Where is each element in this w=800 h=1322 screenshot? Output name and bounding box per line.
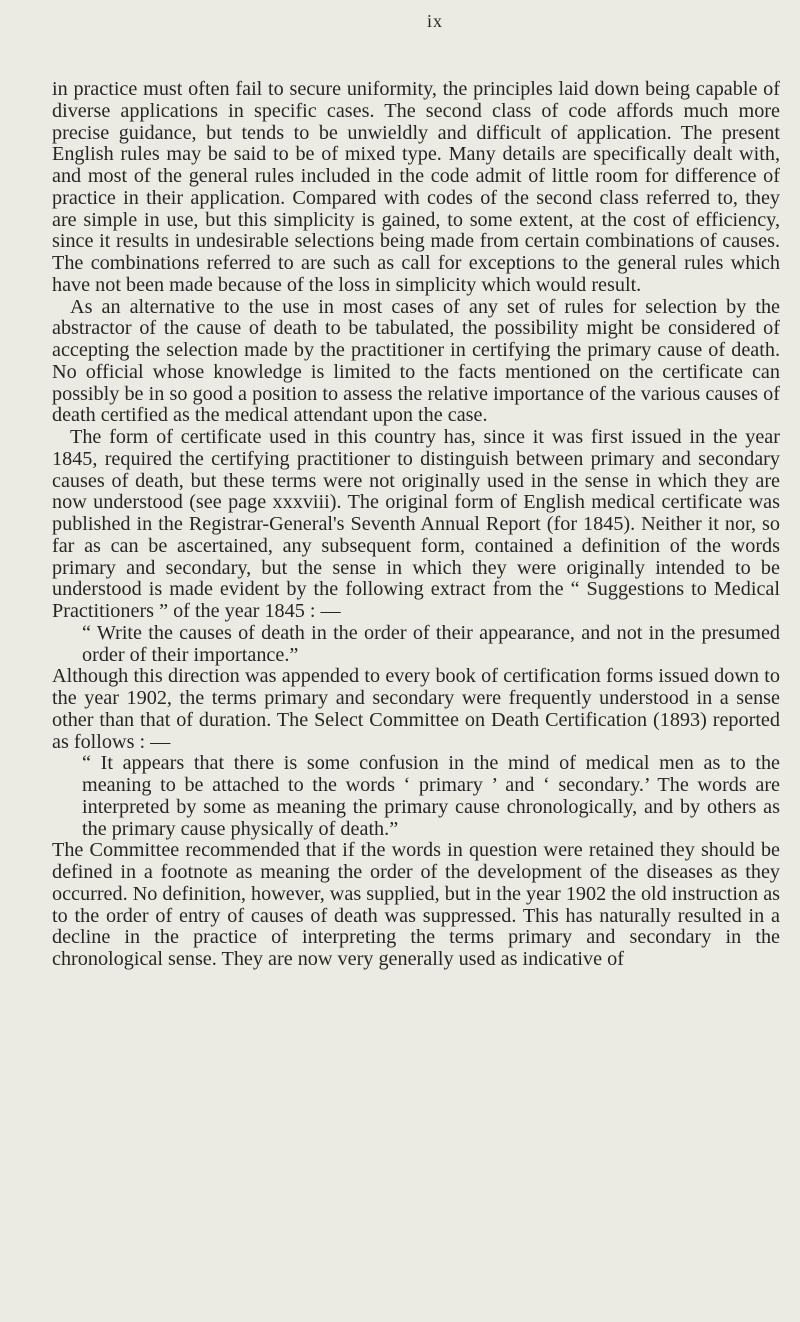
paragraph-committee-recommendation: The Committee recommended that if the words in question were retained they should be defined in a footnote as meaning the order of the development of the diseases as they occurred. No definition, however, was supplied, but in the year 1902 the old instruction as to the order of entry of causes of death was suppressed. This has naturally resulted in a decline in the practice of interpreting the terms primary and secondary in the chronological sense. They are now very generally used as indicative of [52,839,781,970]
quote-select-committee: “ It appears that there is some confusion in the mind of medical men as to the meaning to be attached to the words ‘ primary ’ and ‘ secondary.’ The words are interpreted by some as meaning the primary cause chronologically, and by others as the primary cause physically of death.” [82,752,780,840]
quote-suggestions-1845: “ Write the causes of death in the order of their appearance, and not in the presumed order of their importance.” [82,621,780,666]
paragraph-alternative-selection: As an alternative to the use in most cases of any set of rules for selection by the abstractor of the cause of death to be tabulated, the possibility might be considered of accepting the selection made by the practitioner in certifying the primary cause of death. No official whose knowledge is limited to the facts mentioned on the certificate can possibly be in so good a position to assess the relative importance of the various causes of death certified as the medical attendant upon the case. [52,295,780,427]
paragraph-direction-1902: Although this direction was appended to every book of certification forms issued down to the year 1902, the terms primary and secondary were frequently understood in a sense other than that of duration. The Select Committee on Death Certification (1893) reported as follows : — [52,665,780,753]
page-number: ix [426,11,443,31]
paragraph-code-types: in practice must often fail to secure uniformity, the principles laid down being capable of diverse applications in specific cases. The second class of code affords much more precise guidance, but tends to be unwieldly and difficult of application. The present English rules may be said to be of mixed type. Many details are specifically dealt with, and most of the general rules included in the code admit of little room for difference of practice in their application. Compared with codes of the second class referred to, they are simple in use, but this simplicity is gained, to some extent, at the cost of efficiency, since it results in undesirable selections being made from certain combinations of causes. The combinations referred to are such as call for exceptions to the general rules which have not been made because of the loss in simplicity which would result. [52,78,780,296]
paragraph-certificate-history: The form of certificate used in this country has, since it was first issued in the year 1845, required the certifying practitioner to distinguish between primary and secondary causes of death, but these terms were not originally used in the sense in which they are now understood (see page xxxviii). The original form of English medical certificate was published in the Registrar-General's Seventh Annual Report (for 1845). Neither it nor, so far as can be ascertained, any subsequent form, contained a definition of the words primary and secondary, but the sense in which they were originally intended to be understood is made evident by the following extract from the “ Suggestions to Medical Practitioners ” of the year 1845 : — [52,426,780,622]
